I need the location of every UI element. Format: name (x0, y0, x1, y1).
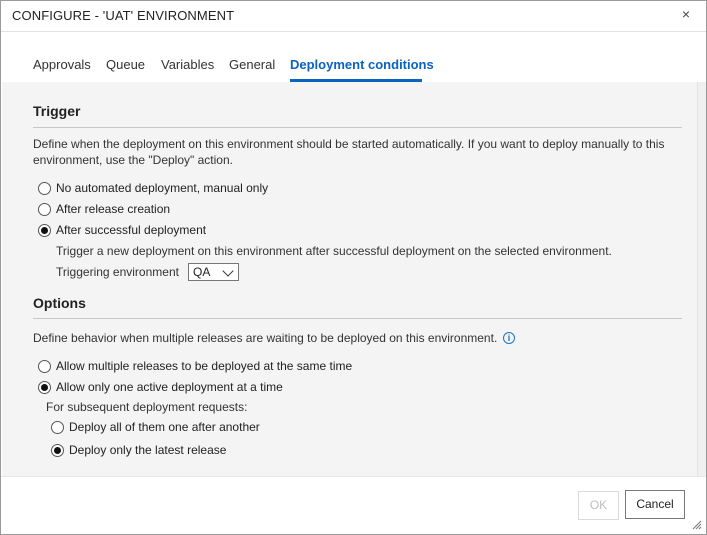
radio-label: No automated deployment, manual only (56, 181, 269, 195)
radio-label: Deploy all of them one after another (69, 420, 260, 434)
tab-deployment-conditions[interactable]: Deployment conditions (290, 57, 434, 72)
info-icon[interactable]: i (503, 332, 515, 344)
radio-button[interactable] (51, 421, 64, 434)
cancel-button[interactable]: Cancel (625, 490, 685, 519)
radio-button[interactable] (38, 381, 51, 394)
chevron-down-icon (222, 265, 233, 276)
radio-button[interactable] (38, 203, 51, 216)
radio-button[interactable] (38, 224, 51, 237)
radio-button[interactable] (38, 182, 51, 195)
ok-button[interactable]: OK (578, 491, 619, 520)
options-divider (33, 318, 682, 319)
triggering-environment-label: Triggering environment (56, 265, 179, 279)
radio-label: After successful deployment (56, 223, 207, 237)
trigger-heading: Trigger (33, 103, 81, 119)
radio-label: Allow only one active deployment at a time (56, 380, 283, 394)
tab-variables[interactable]: Variables (161, 57, 215, 72)
subsequent-requests-label: For subsequent deployment requests: (46, 400, 248, 414)
trigger-description-line1: Define when the deployment on this environment should be started automatically. If you want to deploy manually to this (33, 137, 665, 151)
tab-bar (1, 33, 706, 82)
tab-approvals[interactable]: Approvals (33, 57, 91, 72)
vertical-scrollbar[interactable] (697, 82, 706, 476)
tab-queue[interactable]: Queue (106, 57, 146, 72)
resize-grip-icon[interactable] (690, 518, 702, 530)
options-heading: Options (33, 295, 86, 311)
radio-label: Deploy only the latest release (69, 443, 227, 457)
selected-environment: QA (193, 265, 211, 279)
trigger-hint: Trigger a new deployment on this environment after successful deployment on the selected environment. (56, 244, 612, 258)
tab-general[interactable]: General (229, 57, 276, 72)
options-description: Define behavior when multiple releases are waiting to be deployed on this environment. (33, 331, 498, 345)
dialog-footer (1, 476, 706, 534)
triggering-environment-select[interactable] (188, 263, 239, 281)
radio-label: Allow multiple releases to be deployed at the same time (56, 359, 353, 373)
title-bar (1, 1, 706, 32)
close-icon[interactable]: × (681, 6, 691, 22)
radio-button[interactable] (38, 360, 51, 373)
radio-button[interactable] (51, 444, 64, 457)
trigger-description-line2: environment, use the "Deploy" action. (33, 153, 233, 167)
dialog-title: CONFIGURE - 'UAT' ENVIRONMENT (12, 8, 235, 23)
trigger-divider (33, 127, 682, 128)
radio-label: After release creation (56, 202, 171, 216)
